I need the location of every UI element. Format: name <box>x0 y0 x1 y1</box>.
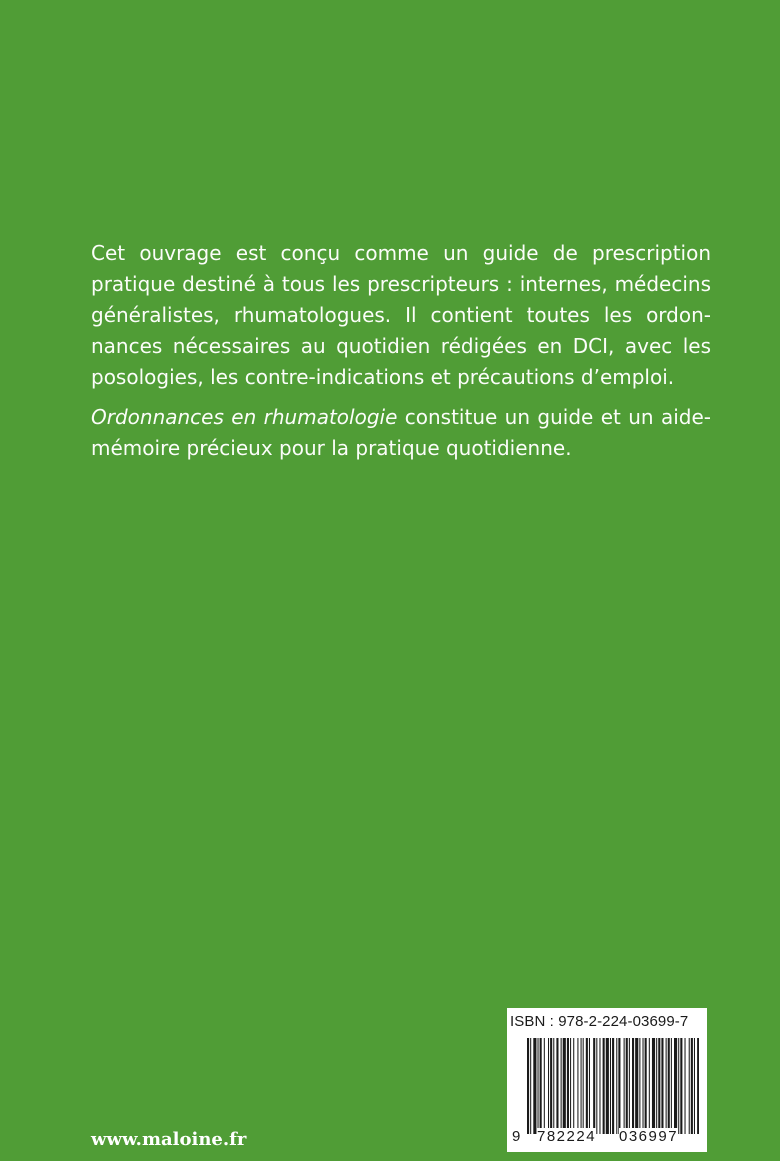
barcode-bar <box>610 1038 611 1134</box>
blurb-paragraph-1: Cet ouvrage est conçu comme un guide de prescription pratique destiné à tous les prescripteurs : internes, médecins généralistes, rhumatologues. Il contient toutes les ordonnances nécessaires au quotidien rédigées en DCI, avec les posologies, les contre-indications et précautions d’emploi. <box>91 241 711 389</box>
barcode-bar <box>629 1038 630 1134</box>
barcode-bar <box>694 1038 695 1134</box>
barcode-bar <box>589 1038 590 1134</box>
barcode-bar <box>530 1038 531 1134</box>
barcode-bar <box>603 1038 605 1134</box>
barcode-bar <box>689 1038 690 1134</box>
barcode-bar <box>573 1038 574 1134</box>
barcode-bar <box>661 1038 663 1134</box>
barcode-bar <box>561 1038 562 1134</box>
barcode-bar <box>618 1038 620 1134</box>
barcode-bar <box>685 1038 686 1134</box>
barcode-bar <box>563 1038 566 1134</box>
barcode-bar <box>583 1038 584 1134</box>
barcode-bar <box>540 1038 542 1134</box>
barcode-bar <box>643 1038 644 1134</box>
barcode-bar <box>548 1038 549 1134</box>
barcode-bar <box>639 1038 640 1134</box>
barcode-bar <box>586 1038 588 1134</box>
blurb-paragraph-2-text: constitue un guide et un aide-mémoire précieux pour la pratique quotidienne. <box>91 405 711 460</box>
barcode-bar <box>680 1038 682 1134</box>
barcode-bar <box>612 1038 614 1134</box>
barcode-bar <box>538 1038 539 1134</box>
barcode-bar <box>678 1038 679 1134</box>
barcode-bar <box>656 1038 657 1134</box>
barcode-digits-left: 782224 <box>537 1128 597 1145</box>
barcode-bar <box>570 1038 571 1134</box>
barcode-bar <box>544 1038 545 1134</box>
barcode-bar <box>550 1038 552 1134</box>
barcode-bar <box>658 1038 660 1134</box>
barcode-bar <box>606 1038 609 1134</box>
barcode-bar <box>626 1038 628 1134</box>
barcode-bar <box>674 1038 677 1134</box>
barcode-bar <box>553 1038 554 1134</box>
isbn-label: ISBN : 978-2-224-03699-7 <box>510 1013 689 1030</box>
book-title: Ordonnances en rhumatologie <box>91 405 398 429</box>
barcode-bar <box>593 1038 595 1134</box>
barcode-bar <box>556 1038 558 1134</box>
barcode-bars <box>527 1038 699 1134</box>
barcode-bar <box>527 1038 529 1134</box>
barcode-bar <box>671 1038 672 1134</box>
publisher-website: www.maloine.fr <box>91 1129 247 1150</box>
barcode-digit-first: 9 <box>512 1128 521 1145</box>
barcode-bar <box>533 1038 536 1134</box>
barcode-bar <box>632 1038 634 1134</box>
barcode-bar <box>596 1038 597 1134</box>
barcode-bar <box>697 1038 699 1134</box>
barcode-digits-right: 036997 <box>619 1128 679 1145</box>
barcode-bar <box>652 1038 655 1134</box>
barcode-bar <box>635 1038 638 1134</box>
barcode-bar <box>577 1038 578 1134</box>
barcode-bar <box>581 1038 582 1134</box>
barcode-bar <box>599 1038 600 1134</box>
barcode-bar <box>624 1038 625 1134</box>
barcode-bar <box>666 1038 667 1134</box>
barcode-bar <box>691 1038 693 1134</box>
isbn-barcode <box>507 1008 707 1152</box>
barcode-bar <box>645 1038 647 1134</box>
barcode-bar <box>567 1038 569 1134</box>
barcode-bar <box>616 1038 617 1134</box>
back-cover-blurb <box>91 238 711 473</box>
barcode-bar <box>668 1038 670 1134</box>
barcode-bar <box>649 1038 650 1134</box>
blurb-paragraph-2 <box>91 402 711 464</box>
